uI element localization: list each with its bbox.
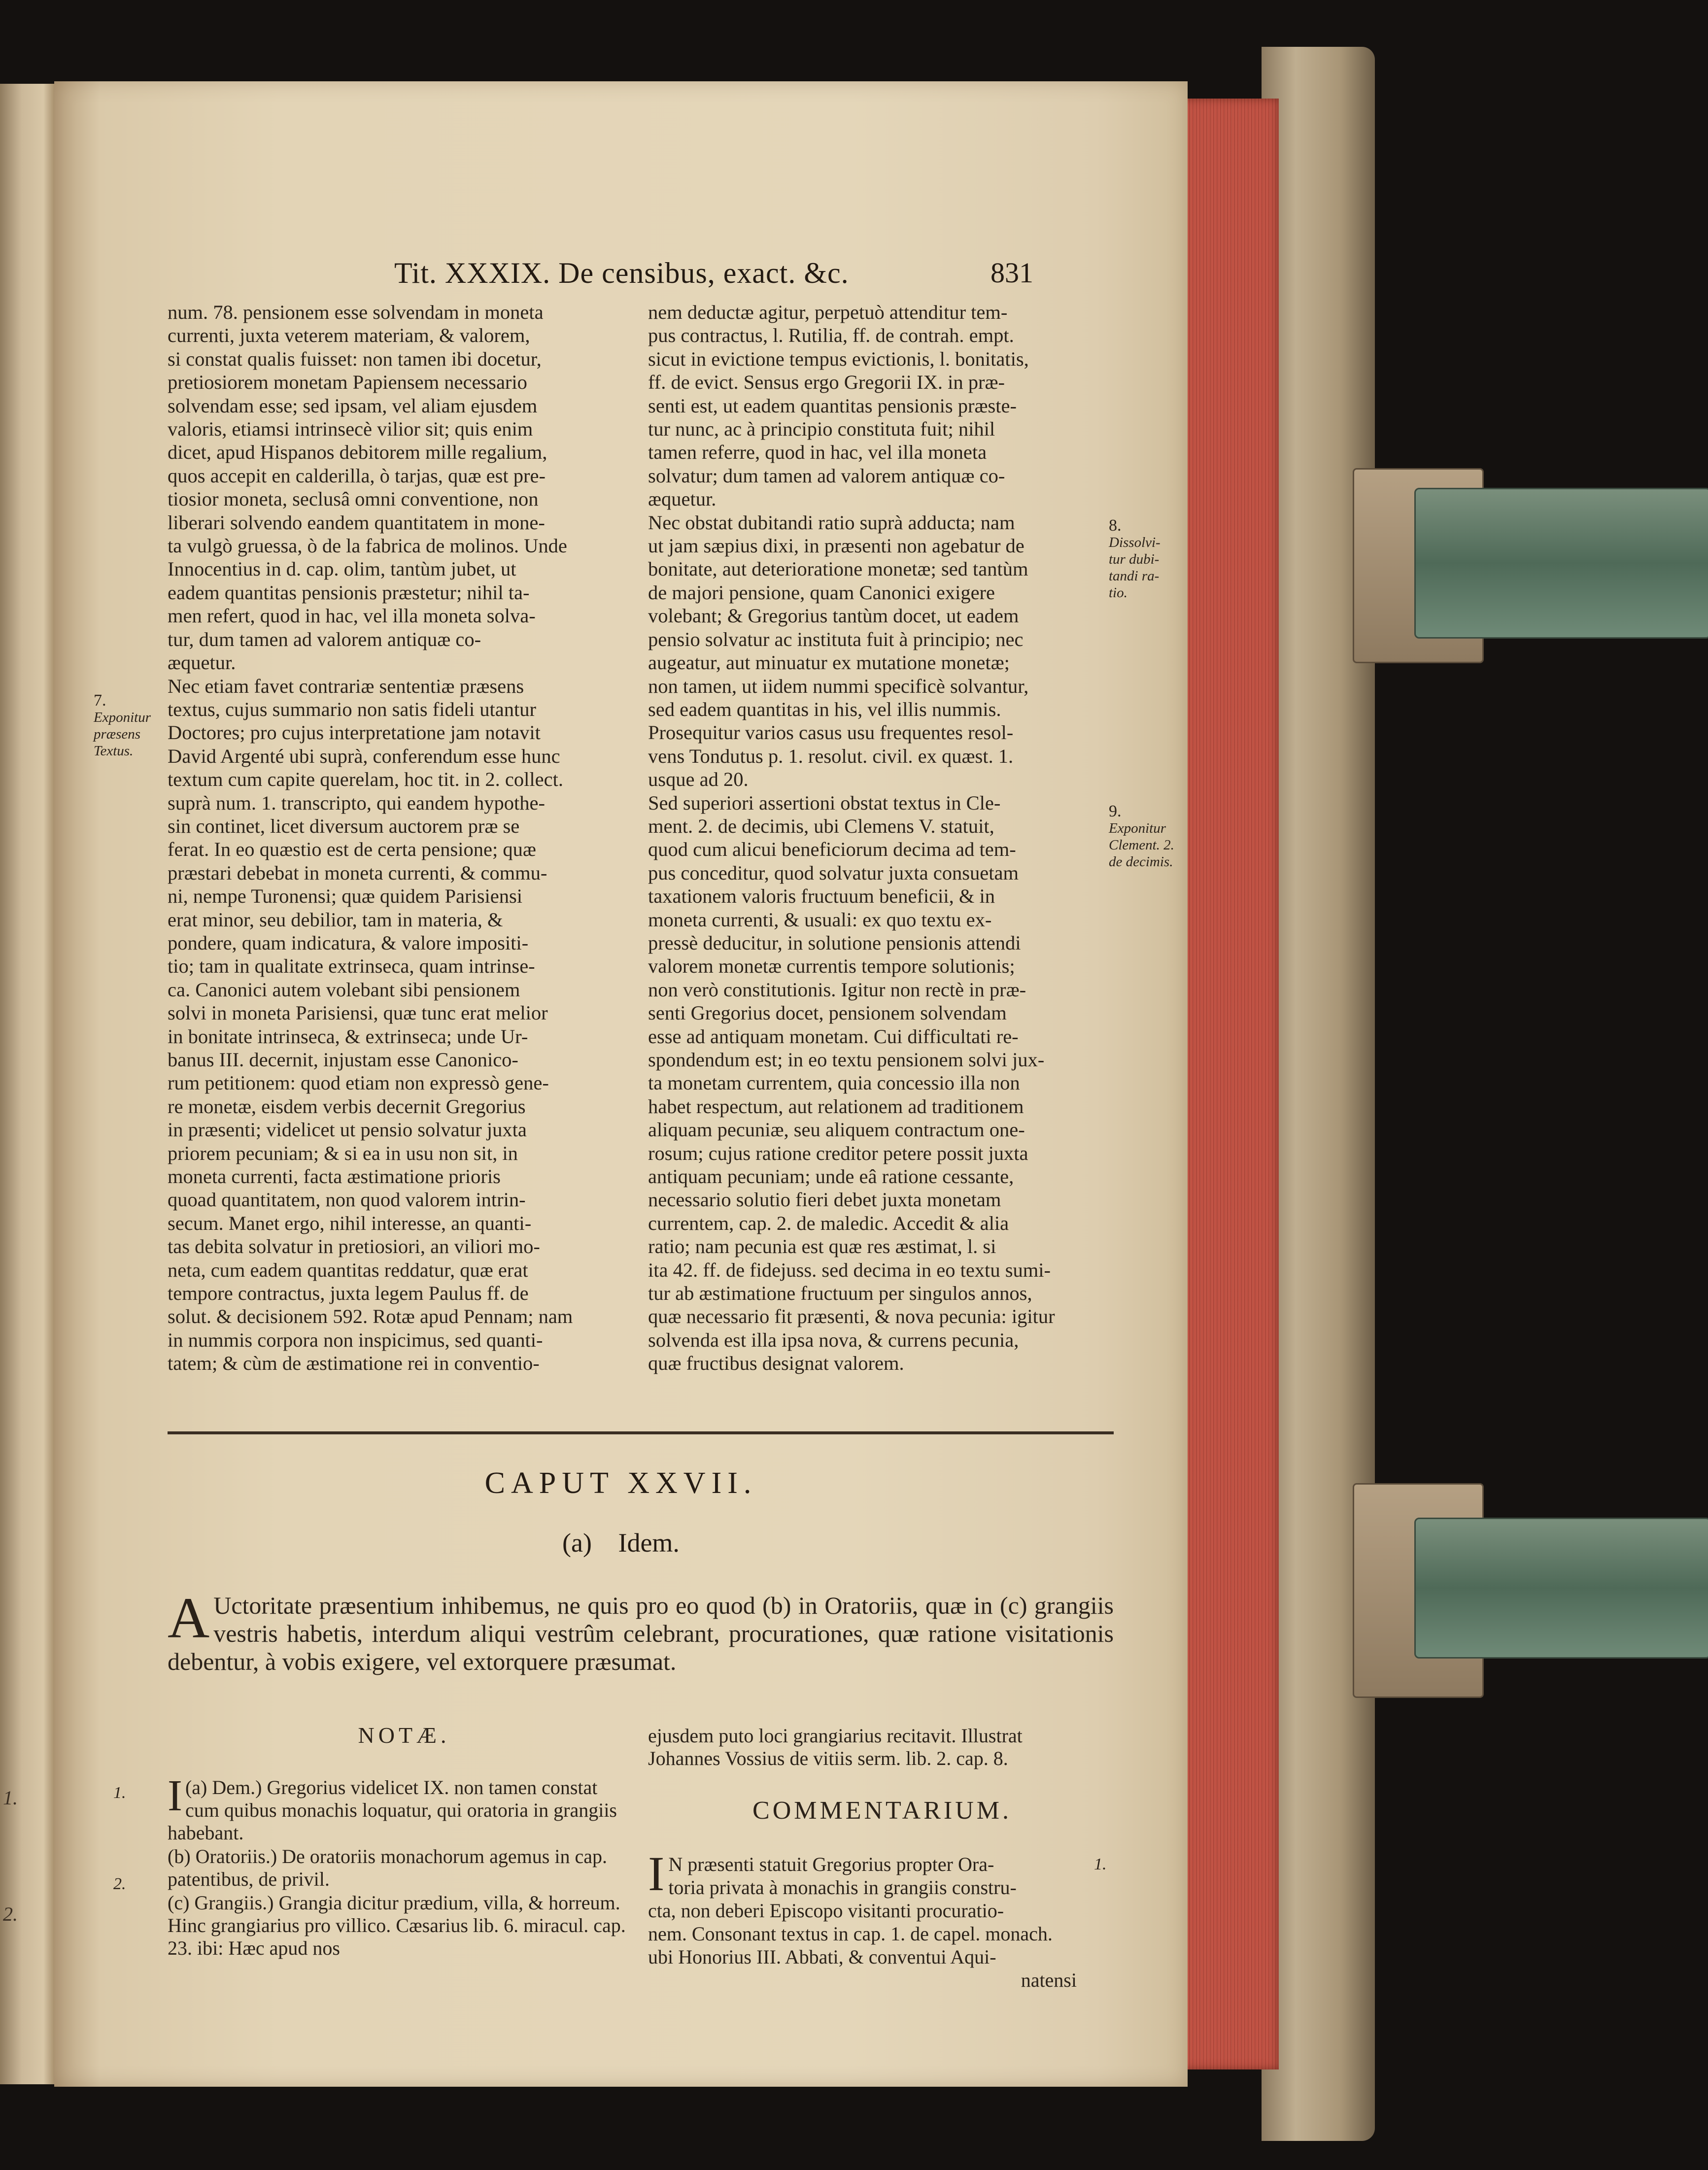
left-column-line: priorem pecuniam; & si ea in usu non sit, in xyxy=(168,1142,518,1164)
notes-heading: NOTÆ. xyxy=(358,1723,450,1748)
left-column-line: in præsenti; videlicet ut pensio solvatur juxta xyxy=(168,1119,527,1141)
commentarium-heading: COMMENTARIUM. xyxy=(752,1797,1012,1825)
right-column-line: tur ab æstimatione fructuum per singulos annos, xyxy=(648,1282,1032,1305)
right-column-line: ita 42. ff. de fidejuss. sed decima in eo textu sumi- xyxy=(648,1258,1051,1281)
left-column-line: ca. Canonici autem volebant sibi pensionem xyxy=(168,978,520,1001)
left-column-line: num. 78. pensionem esse solvendam in moneta xyxy=(168,301,544,323)
left-column-line: David Argenté ubi suprà, conferendum esse hunc xyxy=(168,745,560,767)
right-column-line: tur nunc, ac à principio constituta fuit; nihil xyxy=(648,418,995,441)
note-b-label: (b) xyxy=(168,1845,191,1867)
note-item-c xyxy=(168,1892,631,1960)
page-number: 831 xyxy=(991,257,1033,289)
notes-column xyxy=(168,1771,631,1961)
margin-note-9-line-1: Exponitur xyxy=(1109,820,1166,836)
right-column-line: non tamen, ut iidem nummi specificè solvantur, xyxy=(648,675,1029,697)
note-c-label: (c) xyxy=(168,1892,190,1914)
right-column-line: vens Tondutus p. 1. resolut. civil. ex quæst. 1. xyxy=(648,745,1014,767)
decree-initial: A xyxy=(168,1586,210,1650)
right-column-line: taxationem valoris fructuum beneficii, & in xyxy=(648,885,995,908)
right-column-line: volebant; & Gregorius tantùm docet, ut eadem xyxy=(648,605,1019,627)
right-column-line: sed eadem quantitas in his, vel illis nummis. xyxy=(648,698,1001,720)
running-title: Tit. XXXIX. De censibus, exact. &c. xyxy=(394,257,849,289)
notes-continuation-line-2: Johannes Vossius de vitiis serm. lib. 2. cap. 8. xyxy=(648,1747,1008,1769)
margin-note-8-line-3: tandi ra- xyxy=(1109,568,1160,584)
right-column-line: nem deductæ agitur, perpetuò attenditur tem- xyxy=(648,301,1008,323)
right-column-line: aliquam pecuniæ, seu aliquem contractum one- xyxy=(648,1119,1025,1141)
left-column-line: moneta currenti, facta æstimatione prioris xyxy=(168,1165,501,1188)
left-column-line: solvi in moneta Parisiensi, quæ tunc erat melior xyxy=(168,1002,548,1024)
left-column-line: Doctores; pro cujus interpretatione jam notavit xyxy=(168,721,541,744)
margin-note-9-line-3: de decimis. xyxy=(1109,854,1173,870)
right-column-line: bonitate, aut deterioratione monetæ; sed tantùm xyxy=(648,558,1028,580)
right-column-line: necessario solutio fieri debet juxta monetam xyxy=(648,1188,1001,1211)
chapter-title: CAPUT XXVII. xyxy=(484,1466,757,1500)
decree-text xyxy=(168,1586,1114,1676)
left-column-line: tatem; & cùm de æstimatione rei in conventio- xyxy=(168,1352,540,1375)
left-column-line: tio; tam in qualitate extrinseca, quam intrinse- xyxy=(168,955,535,978)
right-column-line: usque ad 20. xyxy=(648,768,749,791)
margin-note-8-line-2: tur dubi- xyxy=(1109,551,1160,567)
note-b-text: Oratoriis.) De oratoriis monachorum agemus in cap. patentibus, de privil. xyxy=(168,1845,607,1890)
right-column-line: sicut in evictione tempus evictionis, l. bonitatis, xyxy=(648,347,1029,370)
upper-clasp-strap xyxy=(1414,488,1708,639)
left-column-line: secum. Manet ergo, nihil interesse, an quanti- xyxy=(168,1212,532,1234)
right-column-line: Prosequitur varios casus usu frequentes resol- xyxy=(648,721,1014,744)
facing-mark-2: 2. xyxy=(3,1903,18,1925)
left-column-line: re monetæ, eisdem verbis decernit Gregorius xyxy=(168,1095,526,1118)
right-column-line: moneta currenti, & usuali: ex quo textu ex- xyxy=(648,908,992,931)
right-column-line: esse ad antiquam monetam. Cui difficultati re- xyxy=(648,1025,1019,1048)
right-column-line: rosum; cujus ratione creditor petere possit juxta xyxy=(648,1142,1028,1164)
note-a-initial: I xyxy=(168,1771,182,1820)
right-column-line: ut jam sæpius dixi, in præsenti non agebatur de xyxy=(648,535,1025,557)
left-column-line: sin continet, licet diversum auctorem præ se xyxy=(168,814,520,837)
commentarium-initial: I xyxy=(648,1846,665,1901)
right-column-line: pus conceditur, quod solvatur juxta consuetam xyxy=(648,861,1019,884)
left-column-line: eadem quantitas pensionis præstetur; nihil ta- xyxy=(168,581,530,604)
facing-page-edge xyxy=(0,84,54,2084)
right-text-column xyxy=(648,301,1106,1375)
right-column-line: ff. de evict. Sensus ergo Gregorii IX. in præ- xyxy=(648,371,1005,394)
margin-note-9-number: 9. xyxy=(1109,802,1122,820)
decree-body: Uctoritate præsentium inhibemus, ne quis pro eo quod (b) in Oratoriis, quæ in (c) grangiis vestris habetis, interdum aliqui vestrûm celebrant, procurationes, quæ ratione visitationis debentur, à vobis exigere, vel extorquere præsumat. xyxy=(168,1592,1114,1675)
commentarium-line-4: nem. Consonant textus in cap. 1. de capel. monach. xyxy=(648,1923,1053,1945)
right-column-line: pensio solvatur ac instituta fuit à principio; nec xyxy=(648,628,1024,650)
left-column-line: quos accepit en calderilla, ò tarjas, quæ est pre- xyxy=(168,464,546,487)
right-column-line: ta monetam currentem, quia concessio illa non xyxy=(648,1072,1020,1094)
left-column-line: suprà num. 1. transcripto, qui eandem hypothe- xyxy=(168,791,545,814)
left-column-line: rum petitionem: quod etiam non expressò gene- xyxy=(168,1072,549,1094)
page-header xyxy=(54,256,1188,296)
left-column-line: liberari solvendo eandem quantitatem in mone- xyxy=(168,511,545,534)
note-item-a xyxy=(168,1771,631,1844)
note-mark-2: 2. xyxy=(113,1875,126,1893)
left-column-line: ferat. In eo quæstio est de certa pensione; quæ xyxy=(168,838,536,861)
right-column-line: Sed superiori assertioni obstat textus in Cle- xyxy=(648,791,1001,814)
left-column-line: Innocentius in d. cap. olim, tantùm jubet, ut xyxy=(168,558,516,580)
commentarium-line-5: ubi Honorius III. Abbati, & conventui Aqui- xyxy=(648,1946,996,1968)
red-page-edges xyxy=(1180,99,1279,2069)
margin-note-8-number: 8. xyxy=(1109,516,1122,535)
chapter-subtitle: (a) Idem. xyxy=(562,1528,680,1558)
right-column-line: spondendum est; in eo textu pensionem solvi jux- xyxy=(648,1049,1045,1071)
margin-note-9-line-2: Clement. 2. xyxy=(1109,837,1174,853)
right-column-line: ratio; nam pecunia est quæ res æstimat, l. si xyxy=(648,1235,996,1258)
note-c-text: Grangiis.) Grangia dicitur prædium, villa, & horreum. Hinc grangiarius pro villico. Cæsarius lib. 6. miracul. cap. 23. ibi: Hæc apud nos xyxy=(168,1892,626,1959)
commentarium-line-1: N præsenti statuit Gregorius propter Ora- xyxy=(668,1853,994,1875)
right-column-line: pressè deducitur, in solutione pensionis attendi xyxy=(648,931,1021,954)
left-text-column xyxy=(168,301,631,1375)
left-column-line: quoad quantitatem, non quod valorem intrin- xyxy=(168,1188,526,1211)
right-column-line: senti Gregorius docet, pensionem solvendam xyxy=(648,1002,1007,1024)
right-column-line: solvenda est illa ipsa nova, & currens pecunia, xyxy=(648,1328,1019,1351)
right-column-line: quod cum alicui beneficiorum decima ad tem- xyxy=(648,838,1016,861)
right-column-line: senti est, ut eadem quantitas pensionis præste- xyxy=(648,394,1017,417)
commentarium-text xyxy=(648,1846,1077,1992)
right-column-line: de majori pensione, quam Canonici exigere xyxy=(648,581,995,604)
book-page xyxy=(54,81,1188,2087)
left-column-line: tiosior moneta, seclusâ omni conventione, non xyxy=(168,488,539,510)
right-column-line: æquetur. xyxy=(648,488,717,510)
left-column-line: dicet, apud Hispanos debitorem mille regalium, xyxy=(168,441,547,464)
left-column-line: textus, cujus summario non satis fideli utantur xyxy=(168,698,537,720)
left-column-line: ni, nempe Turonensi; quæ quidem Parisiensi xyxy=(168,885,523,908)
note-a-label: (a) xyxy=(185,1776,207,1798)
margin-note-7 xyxy=(94,692,168,759)
right-column-line: non verò constitutionis. Igitur non rectè in præ- xyxy=(648,978,1026,1001)
left-column-line: tas debita solvatur in pretiosiori, an viliori mo- xyxy=(168,1235,540,1258)
left-column-line: valoris, etiamsi intrinsecè vilior sit; quis enim xyxy=(168,418,533,441)
note-item-b xyxy=(168,1845,631,1891)
left-column-line: præstari debebat in moneta currenti, & commu- xyxy=(168,861,547,884)
section-divider-rule xyxy=(168,1431,1114,1434)
right-column-line: solvatur; dum tamen ad valorem antiquæ co- xyxy=(648,464,1005,487)
margin-note-8-line-1: Dissolvi- xyxy=(1109,535,1161,550)
left-column-line: solvendam esse; sed ipsam, vel aliam ejusdem xyxy=(168,394,538,417)
left-column-line: si constat qualis fuisset: non tamen ibi docetur, xyxy=(168,347,542,370)
margin-note-7-line-2: præsens xyxy=(94,726,141,742)
right-column-line: tamen referre, quod in hac, vel illa moneta xyxy=(648,441,987,464)
left-column-line: textum cum capite querelam, hoc tit. in 2. collect. xyxy=(168,768,563,791)
left-column-line: pondere, quam indicatura, & valore impositi- xyxy=(168,931,529,954)
left-column-line: pretiosiorem monetam Papiensem necessario xyxy=(168,371,527,394)
left-column-line: neta, cum eadem quantitas reddatur, quæ erat xyxy=(168,1258,528,1281)
note-a-text: Dem.) Gregorius videlicet IX. non tamen constat cum quibus monachis loquatur, qui oratoria in grangiis habebant. xyxy=(168,1776,617,1844)
margin-note-8 xyxy=(1109,517,1183,601)
notes-continuation xyxy=(648,1725,1072,1770)
left-column-line: æquetur. xyxy=(168,651,236,674)
left-column-line: in nummis corpora non inspicimus, sed quanti- xyxy=(168,1328,543,1351)
right-column-line: pus contractus, l. Rutilia, ff. de contrah. empt. xyxy=(648,324,1014,347)
commentarium-margin-mark: 1. xyxy=(1094,1855,1107,1873)
margin-note-7-number: 7. xyxy=(94,691,106,710)
left-column-line: banus III. decernit, injustam esse Canonico- xyxy=(168,1049,518,1071)
notes-continuation-line-1: ejusdem puto loci grangiarius recitavit. Illustrat xyxy=(648,1725,1023,1747)
right-column-line: Nec obstat dubitandi ratio suprà adducta; nam xyxy=(648,511,1015,534)
left-column-line: in bonitate intrinseca, & extrinseca; unde Ur- xyxy=(168,1025,528,1048)
commentarium-line-6: natensi xyxy=(1021,1969,1077,1991)
right-column-line: ment. 2. de decimis, ubi Clemens V. statuit, xyxy=(648,814,994,837)
right-column-line: habet respectum, aut relationem ad traditionem xyxy=(648,1095,1024,1118)
right-column-line: valorem monetæ currentis tempore solutionis; xyxy=(648,955,1015,978)
right-column-line: antiquam pecuniam; unde eâ ratione cessante, xyxy=(648,1165,1014,1188)
right-column-line: quæ fructibus designat valorem. xyxy=(648,1352,904,1375)
left-column-line: men refert, quod in hac, vel illa moneta solva- xyxy=(168,605,536,627)
right-column-line: augeatur, aut minuatur ex mutatione monetæ; xyxy=(648,651,1010,674)
left-column-line: tur, dum tamen ad valorem antiquæ co- xyxy=(168,628,481,650)
left-column-line: solut. & decisionem 592. Rotæ apud Pennam; nam xyxy=(168,1305,573,1328)
right-column-line: quæ necessario fit præsenti, & nova pecunia: igitur xyxy=(648,1305,1055,1328)
margin-note-9 xyxy=(1109,803,1185,870)
margin-note-7-line-1: Exponitur xyxy=(94,710,151,725)
right-column-line: currentem, cap. 2. de maledic. Accedit & alia xyxy=(648,1212,1009,1234)
left-column-line: ta vulgò gruessa, ò de la fabrica de molinos. Unde xyxy=(168,535,567,557)
note-mark-1: 1. xyxy=(113,1784,126,1802)
facing-mark-1: 1. xyxy=(3,1787,18,1809)
left-column-line: tempore contractus, juxta legem Paulus ff. de xyxy=(168,1282,529,1305)
left-column-line: Nec etiam favet contrariæ sententiæ præsens xyxy=(168,675,524,697)
left-column-line: currenti, juxta veterem materiam, & valorem, xyxy=(168,324,530,347)
margin-note-8-line-4: tio. xyxy=(1109,585,1127,601)
left-column-line: erat minor, seu debilior, tam in materia, & xyxy=(168,908,503,931)
margin-note-7-line-3: Textus. xyxy=(94,743,134,759)
commentarium-line-2: toria privata à monachis in grangiis constru- xyxy=(668,1876,1017,1899)
facing-page-fragments xyxy=(3,1769,23,1943)
lower-clasp-strap xyxy=(1414,1518,1708,1659)
commentarium-line-3: cta, non deberi Episcopo visitanti procuratio- xyxy=(648,1899,1004,1922)
